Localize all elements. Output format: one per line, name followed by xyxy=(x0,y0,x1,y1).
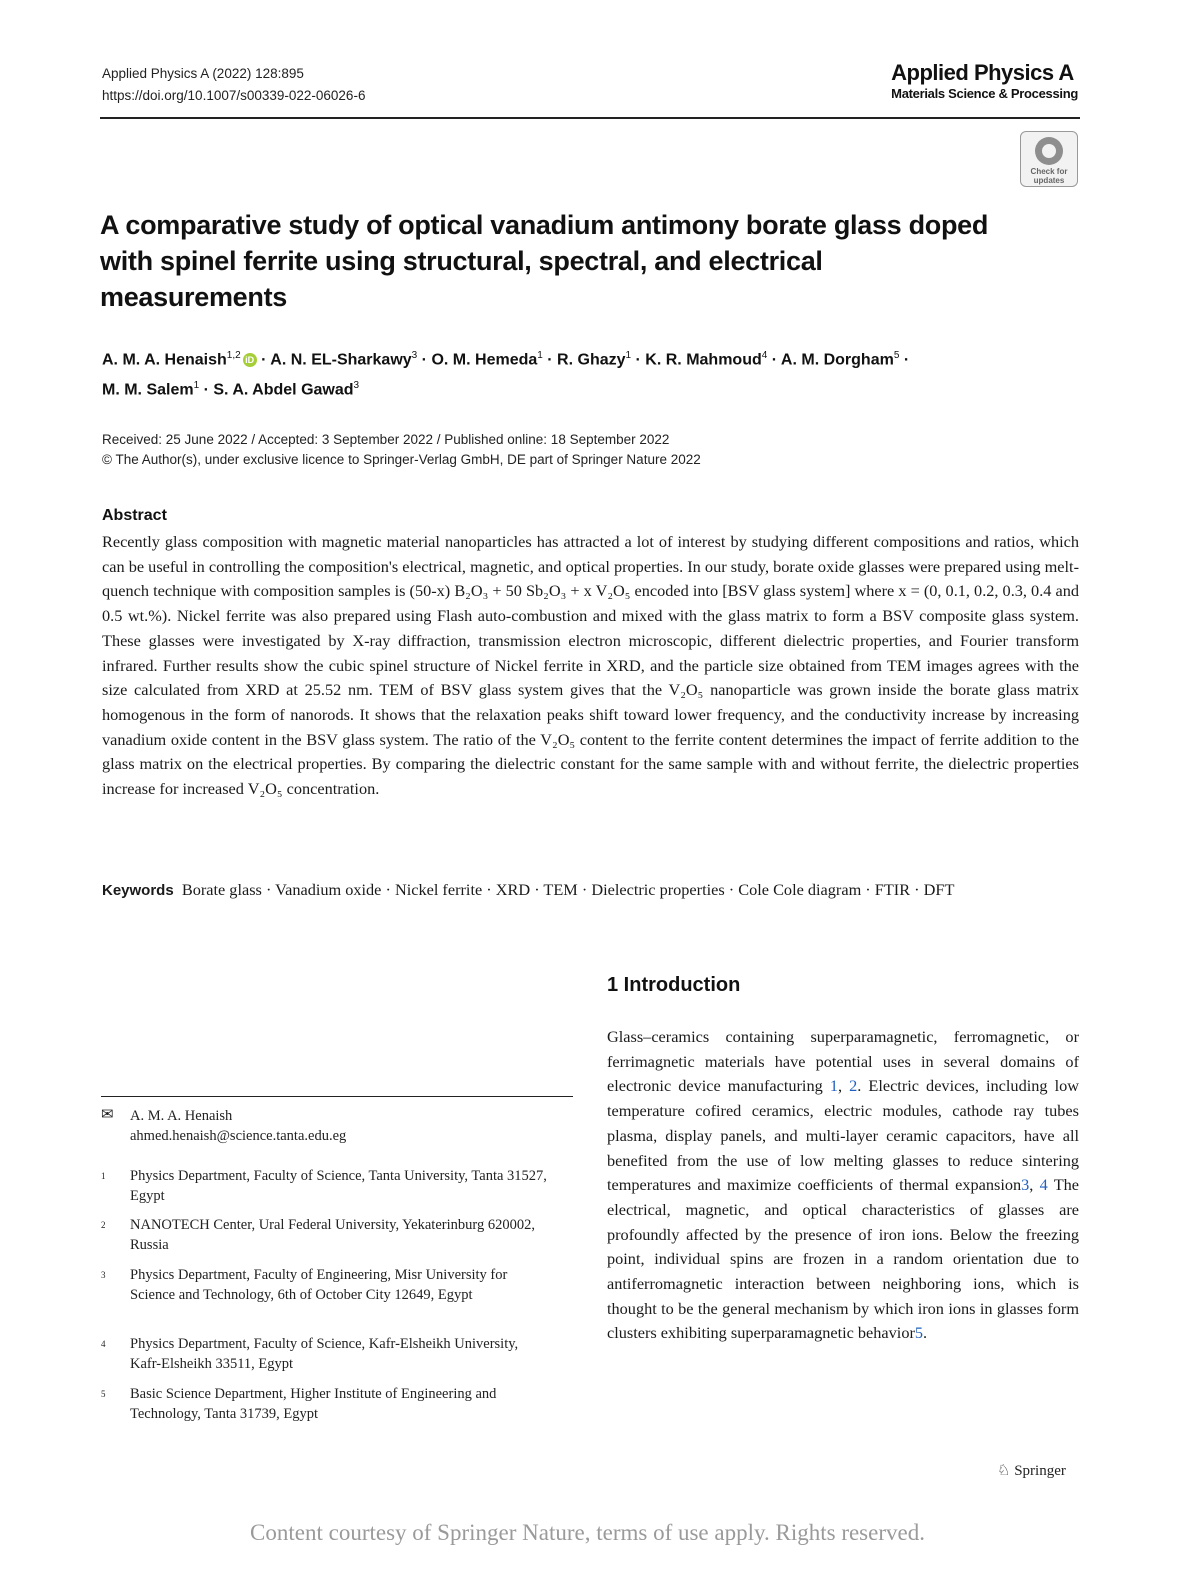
publisher-logo xyxy=(997,1461,1066,1480)
reference-link[interactable]: 5 xyxy=(914,1323,924,1343)
author-affiliation: 4 xyxy=(761,350,768,361)
affiliation-text: Physics Department, Faculty of Engineering, Misr University for Science and Technology, 6th of October City 12649, Egypt xyxy=(130,1267,508,1303)
author[interactable]: O. M. Hemeda xyxy=(431,351,538,369)
journal-subtitle: Materials Science & Processing xyxy=(891,86,1078,101)
springer-horse-icon: ♘ xyxy=(997,1463,1011,1479)
check-for-updates-badge[interactable] xyxy=(1020,131,1078,187)
mail-icon: ✉ xyxy=(101,1107,114,1123)
intro-part: The electrical, magnetic, and optical characteristics of glasses are profoundly affected by the presence of iron ions. Below the freezing point, individual spins are frozen in a random orientation due to antiferromagnetic interaction between neighboring ions, which is thought to be the general mechanism by which iron ions in glasses form clusters exhibiting superparamagnetic behavior xyxy=(607,1175,1080,1343)
article-header xyxy=(102,63,365,107)
affiliation-text: Physics Department, Faculty of Science, Tanta University, Tanta 31527, Egypt xyxy=(130,1168,547,1204)
reference-link[interactable]: 1 xyxy=(829,1076,838,1096)
author[interactable]: K. R. Mahmoud xyxy=(645,351,762,369)
journal-branding xyxy=(891,60,1078,102)
citation: Applied Physics A (2022) 128:895 xyxy=(102,66,304,81)
author[interactable]: S. A. Abdel Gawad xyxy=(213,381,354,399)
author-affiliation: 1 xyxy=(537,350,543,361)
footnote-rule xyxy=(101,1096,573,1097)
author-affiliation: 5 xyxy=(893,350,900,361)
intro-sep: , xyxy=(1029,1175,1040,1195)
affiliation-number: 3 xyxy=(101,1270,106,1280)
check-updates-icon xyxy=(1035,137,1063,165)
affiliation-text: Physics Department, Faculty of Science, Kafr-Elsheikh University, Kafr-Elsheikh 33511, Egypt xyxy=(130,1336,519,1372)
journal-title: Applied Physics A xyxy=(891,60,1074,85)
doi-link[interactable]: https://doi.org/10.1007/s00339-022-06026-6 xyxy=(102,88,366,103)
abstract-heading: Abstract xyxy=(102,507,167,524)
introduction-text xyxy=(607,1025,1079,1346)
correspondence-note xyxy=(101,1106,571,1148)
copyright: © The Author(s), under exclusive licence to Springer-Verlag GmbH, DE part of Springer Nature 2022 xyxy=(102,452,701,467)
reference-link[interactable]: 3 xyxy=(1021,1175,1030,1195)
badge-line1: Check for xyxy=(1030,167,1068,176)
received-dates: Received: 25 June 2022 / Accepted: 3 September 2022 / Published online: 18 September 2022 xyxy=(102,432,670,447)
introduction-heading: 1 Introduction xyxy=(607,974,741,996)
keywords xyxy=(102,877,1079,903)
author[interactable]: M. M. Salem xyxy=(102,381,194,399)
affiliation-number: 2 xyxy=(101,1220,106,1230)
reference-link[interactable]: 2 xyxy=(849,1076,858,1096)
affiliation-text: NANOTECH Center, Ural Federal University, Yekaterinburg 620002, Russia xyxy=(130,1217,535,1253)
corresponding-author: A. M. A. Henaish xyxy=(130,1108,233,1124)
author-affiliation: 3 xyxy=(353,380,360,392)
badge-line2: updates xyxy=(1033,176,1065,185)
affiliation-item xyxy=(101,1334,571,1376)
affiliation-item xyxy=(101,1265,571,1327)
author[interactable]: A. M. A. Henaish xyxy=(102,351,227,369)
reference-link[interactable]: 4 xyxy=(1039,1175,1048,1195)
author[interactable]: A. N. EL-Sharkawy xyxy=(270,351,412,369)
header-rule xyxy=(100,117,1080,119)
affiliation-number: 1 xyxy=(101,1171,106,1181)
author[interactable]: A. M. Dorgham xyxy=(780,351,894,369)
keywords-text: Borate glass · Vanadium oxide · Nickel ferrite · XRD · TEM · Dielectric properties · Cole Cole diagram · FTIR · DFT xyxy=(181,880,955,899)
intro-part: Glass–ceramics containing superparamagnetic, ferromagnetic, or ferrimagnetic materials have potential uses in several domains of electronic device manufacturing xyxy=(607,1027,1079,1096)
author[interactable]: R. Ghazy xyxy=(557,351,626,369)
affiliation-text: Basic Science Department, Higher Institute of Engineering and Technology, Tanta 31739, Egypt xyxy=(130,1386,497,1422)
affiliation-number: 4 xyxy=(101,1339,106,1349)
orcid-icon[interactable]: iD xyxy=(243,353,257,367)
affiliation-number: 5 xyxy=(101,1389,106,1399)
paper-title: A comparative study of optical vanadium antimony borate glass doped with spinel ferrite using structural, spectral, and electrical measurements xyxy=(100,210,989,312)
author-list: A. M. A. Henaish$^{1,2}$ iD · A. N. EL-Sharkawy$^3$ · O. M. Hemeda$^1$ · R. Ghazy$^1$ · K. R. Mahmoud$^4$ · A. M. Dorgham$^5$ · M. M. Salem$^1$ · S. A. Abdel Gawad$^3$ xyxy=(102,350,910,399)
keywords-label: Keywords xyxy=(102,882,174,899)
author-affiliation: 1,2 xyxy=(226,350,241,361)
publication-dates xyxy=(102,430,701,470)
affiliation-item xyxy=(101,1215,571,1257)
author-affiliation: 1 xyxy=(625,350,632,361)
intro-end: . xyxy=(923,1323,928,1343)
author-affiliation: 3 xyxy=(411,350,418,361)
intro-sep: , xyxy=(837,1076,850,1096)
corresponding-email[interactable]: ahmed.henaish@science.tanta.edu.eg xyxy=(130,1128,347,1144)
affiliation-item xyxy=(101,1384,571,1426)
author-affiliation: 1 xyxy=(193,380,200,392)
intro-part: . Electric devices, including low temperature cofired ceramics, electric modules, cathode ray tubes plasma, display panels, and multi-layer ceramic capacitors, have all benefited from the use of low melting glasses to reduce sintering temperatures and maximize coefficients of thermal expansion xyxy=(607,1076,1080,1195)
publisher-name: Springer xyxy=(1014,1463,1066,1479)
abstract-text: Recently glass composition with magnetic material nanoparticles has attracted a lot of interest by studying different compositions and ratios, which can be useful in controlling the composition's electrical, magnetic, and optical properties. In our study, borate oxide glasses were prepared using melt-quench technique with composition samples is (50-x) B₂O₃ + 50 Sb₂O₃ + x V₂O₅ encoded into [BSV glass system] where x = (0, 0.1, 0.2, 0.3, 0.4 and 0.5 wt.%). Nickel ferrite was also prepared using Flash auto-combustion and mixed with the glass matrix to form a BSV composite glass system. These glasses were investigated by X-ray diffraction, transmission electron microscopic, different dielectric properties, and Fourier transform infrared. Further results show the cubic spinel structure of Nickel ferrite in XRD, and the particle size obtained from TEM images agrees with the size calculated from XRD at 25.52 nm. TEM of BSV glass system gives that the V₂O₅ nanoparticle was grown inside the borate glass matrix homogenous in the form of nanorods. It shows that the relaxation peaks shift toward lower frequency, and the conductivity increase by increasing vanadium oxide content in the BSV glass system. The ratio of the V₂O₅ content to the ferrite content determines the impact of ferrite addition to the glass matrix on the electrical properties. By comparing the dielectric constant for the same sample with and without ferrite, the dielectric properties increase for increased V₂O₅ concentration. xyxy=(102,532,1079,799)
affiliation-item xyxy=(101,1166,571,1208)
courtesy-notice: Content courtesy of Springer Nature, terms of use apply. Rights reserved. xyxy=(250,1520,925,1545)
